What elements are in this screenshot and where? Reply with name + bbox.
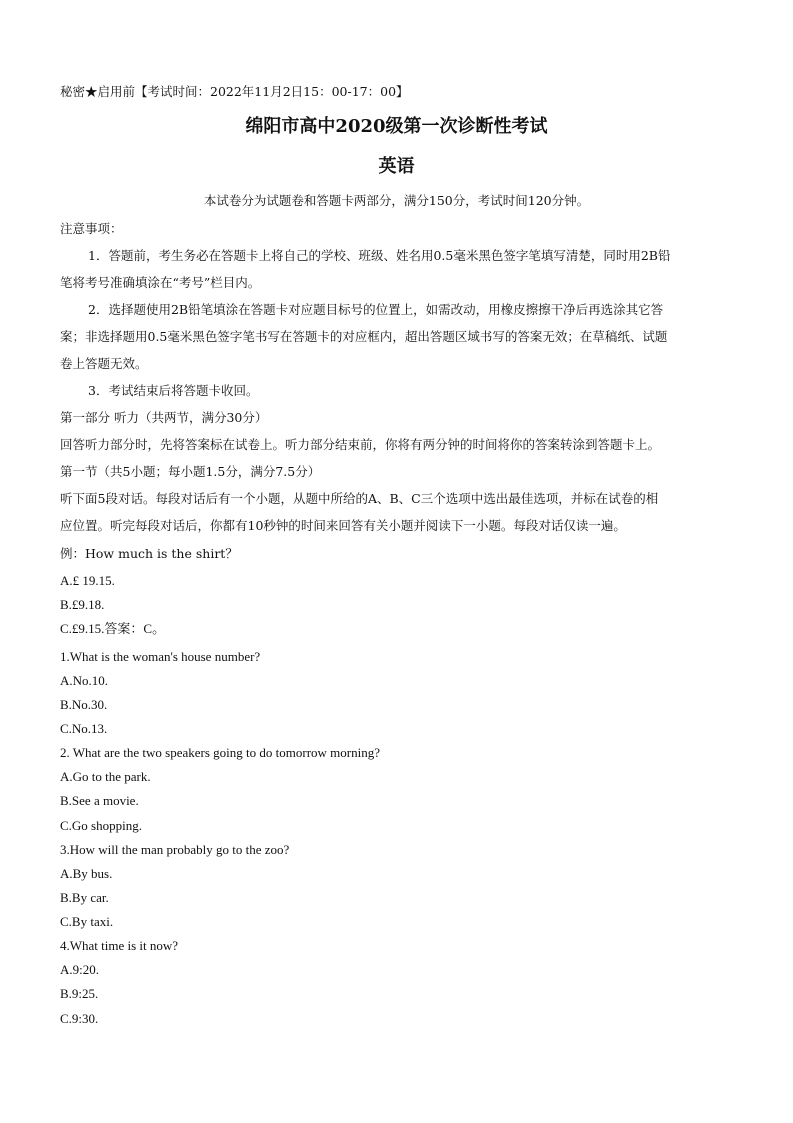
question-2-option-b: B.See a movie. [60, 793, 139, 808]
example-option-c: C.£9.15.答案：C。 [60, 621, 166, 636]
question-4-option-c: C.9:30. [60, 1011, 99, 1026]
section1-heading: 第一节（共5小题；每小题1.5分，满分7.5分） [60, 464, 321, 479]
part1-instruction: 回答听力部分时，先将答案标在试卷上。听力部分结束前，你将有两分钟的时间将你的答案转涂到答题卡上。 [60, 437, 661, 452]
exam-intro: 本试卷分为试题卷和答题卡两部分，满分150分，考试时间120分钟。 [203, 193, 590, 208]
question-4-text: 4.What time is it now? [60, 938, 179, 953]
exam-title: 绵阳市高中2020级第一次诊断性考试 [245, 116, 548, 137]
example-option-a: A.£ 19.15. [60, 573, 115, 588]
question-1-option-c: C.No.13. [60, 721, 108, 736]
note-item-2-line-3: 卷上答题无效。 [60, 356, 148, 371]
note-item-3: 3．考试结束后将答题卡收回。 [88, 383, 259, 398]
note-item-2-line-1: 2．选择题使用2B铅笔填涂在答题卡对应题目标号的位置上，如需改动，用橡皮擦擦干净后再选涂其它答 [88, 302, 664, 317]
part1-heading: 第一部分 听力（共两节，满分30分） [60, 410, 268, 425]
notes-heading: 注意事项： [60, 221, 123, 236]
question-2-option-c: C.Go shopping. [60, 818, 142, 833]
question-1-option-b: B.No.30. [60, 697, 108, 712]
question-4-option-a: A.9:20. [60, 962, 99, 977]
note-item-1-line-2: 笔将考号准确填涂在“考号”栏目内。 [60, 275, 261, 290]
section1-instruction-line-2: 应位置。听完每段对话后，你都有10秒钟的时间来回答有关小题并阅读下一小题。每段对话仅读一遍。 [60, 518, 626, 533]
question-1-text: 1.What is the woman's house number? [60, 649, 261, 664]
subject-title: 英语 [378, 156, 415, 177]
question-2-text: 2. What are the two speakers going to do tomorrow morning? [60, 745, 380, 760]
question-1-option-a: A.No.10. [60, 673, 109, 688]
note-item-2-line-2: 案；非选择题用0.5毫米黑色签字笔书写在答题卡的对应框内，超出答题区域书写的答案无效；在草稿纸、试题 [60, 329, 668, 344]
question-4-option-b: B.9:25. [60, 986, 99, 1001]
note-item-1-line-1: 1．答题前，考生务必在答题卡上将自己的学校、班级、姓名用0.5毫米黑色签字笔填写清楚，同时用2B铅 [88, 248, 671, 263]
secret-exam-time-line: 秘密★启用前【考试时间：2022年11月2日15：00-17：00】 [60, 84, 409, 99]
example-question: 例：How much is the shirt？ [60, 546, 238, 561]
question-3-option-b: B.By car. [60, 890, 109, 905]
question-3-option-a: A.By bus. [60, 866, 113, 881]
example-option-b: B.£9.18. [60, 597, 105, 612]
section1-instruction-line-1: 听下面5段对话。每段对话后有一个小题，从题中所给的A、B、C三个选项中选出最佳选项，并标在试卷的相 [60, 491, 659, 506]
question-2-option-a: A.Go to the park. [60, 769, 151, 784]
question-3-text: 3.How will the man probably go to the zoo? [60, 842, 290, 857]
question-3-option-c: C.By taxi. [60, 914, 114, 929]
